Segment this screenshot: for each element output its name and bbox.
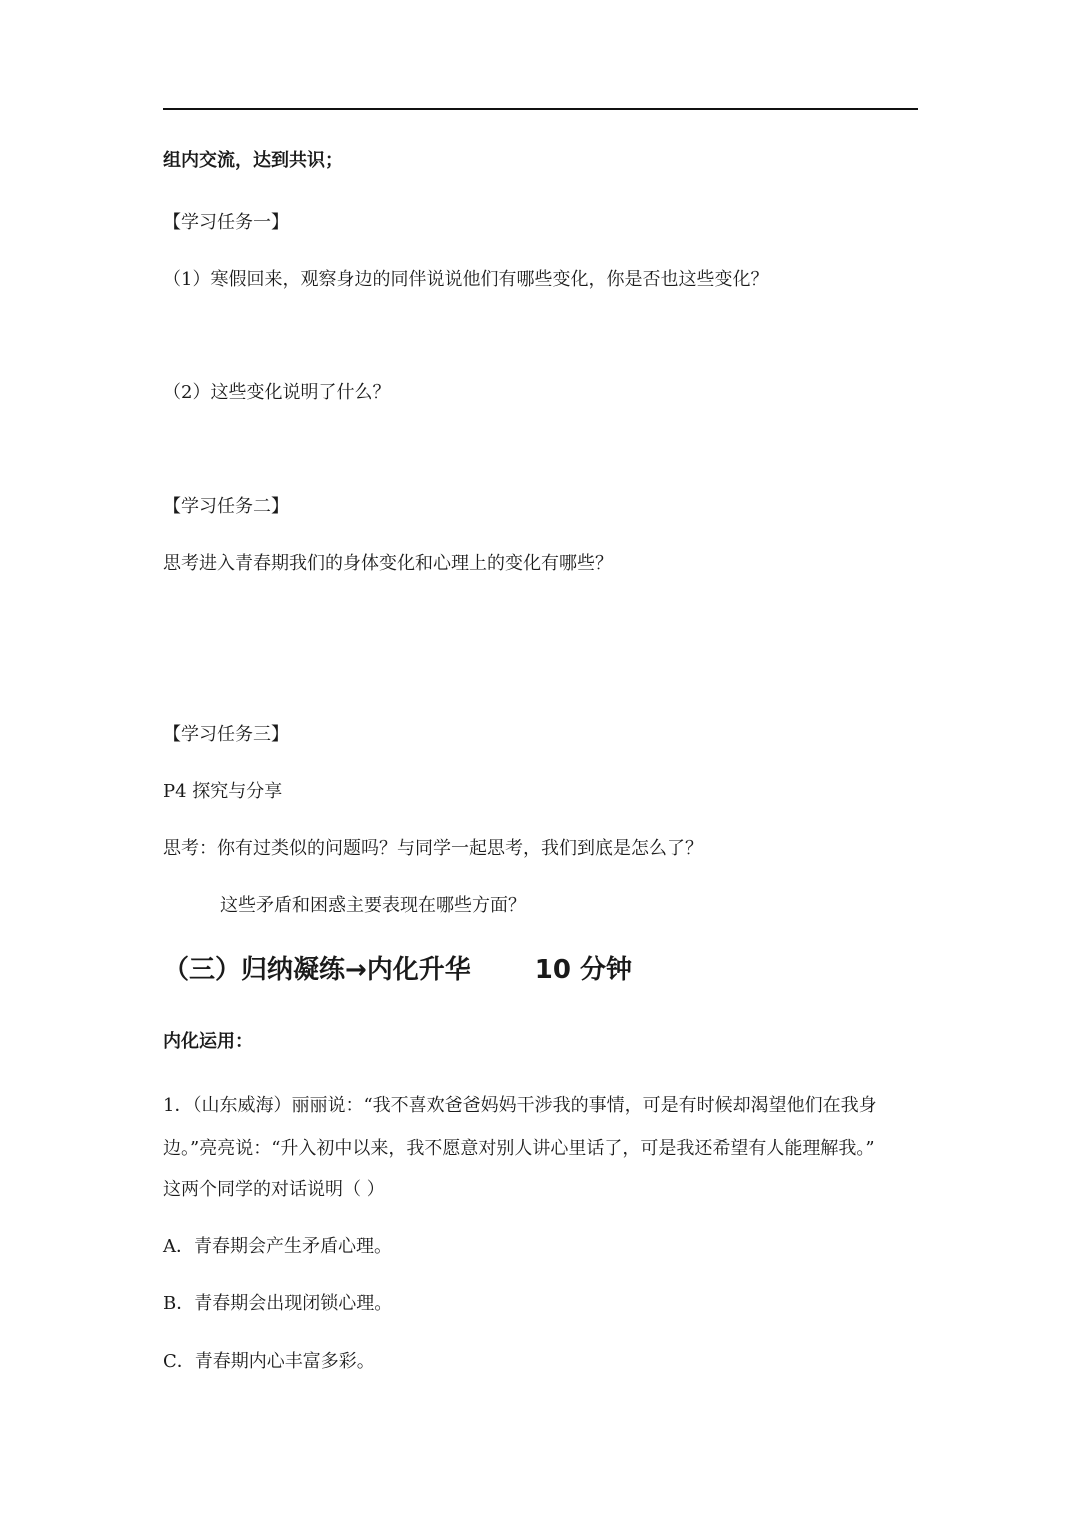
option-a: A．青春期会产生矛盾心理。 <box>163 1236 392 1257</box>
task1-title: 【学习任务一】 <box>163 212 289 233</box>
task1-question-2: （2）这些变化说明了什么？ <box>163 382 391 403</box>
task2-question: 思考进入青春期我们的身体变化和心理上的变化有哪些？ <box>163 553 613 574</box>
header-rule <box>163 108 918 110</box>
section-title: （三）归纳凝练→内化升华 <box>163 955 471 985</box>
application-label: 内化运用： <box>163 1031 253 1052</box>
task1-question-1: （1）寒假回来，观察身边的同伴说说他们有哪些变化，你是否也这些变化？ <box>163 269 769 290</box>
task3-think: 思考：你有过类似的问题吗？与同学一起思考，我们到底是怎么了？ <box>163 838 703 859</box>
section-duration: 10 分钟 <box>534 955 633 985</box>
question-1-line-3: 这两个同学的对话说明（ ） <box>163 1179 385 1200</box>
task3-p4-explore: P4 探究与分享 <box>163 781 283 802</box>
option-b: B．青春期会出现闭锁心理。 <box>163 1293 393 1314</box>
task3-title: 【学习任务三】 <box>163 724 289 745</box>
option-c: C．青春期内心丰富多彩。 <box>163 1351 375 1372</box>
task3-think-2: 这些矛盾和困惑主要表现在哪些方面？ <box>220 895 526 916</box>
question-1-line-1: 1．（山东威海）丽丽说：“我不喜欢爸爸妈妈干涉我的事情，可是有时候却渴望他们在我身 <box>163 1095 877 1116</box>
task2-title: 【学习任务二】 <box>163 496 289 517</box>
consensus-heading: 组内交流，达到共识； <box>163 150 343 171</box>
question-1-line-2: 边。”亮亮说：“升入初中以来，我不愿意对别人讲心里话了，可是我还希望有人能理解我。” <box>163 1138 875 1159</box>
section-heading <box>163 950 632 990</box>
